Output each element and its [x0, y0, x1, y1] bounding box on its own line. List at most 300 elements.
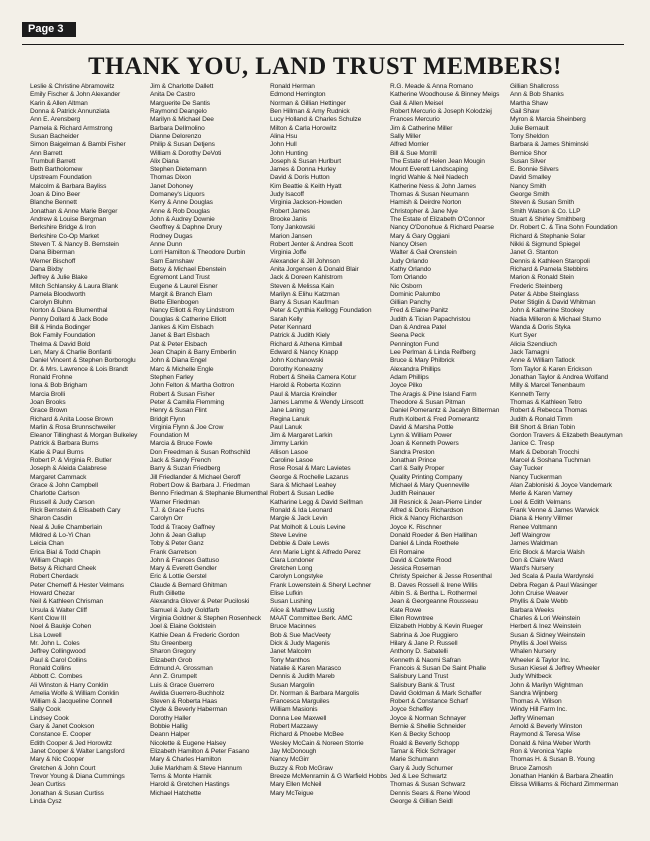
- member-name: Ingrid Wahle & Neil Nadech: [390, 174, 469, 182]
- member-name: Margit & Branch Elam: [150, 290, 213, 298]
- member-name: Iona & Bob Brigham: [30, 382, 88, 390]
- member-name: Nancy McGirr: [270, 756, 310, 764]
- member-name: Lindsey Cook: [30, 714, 69, 722]
- member-name: Ronald Frohne: [30, 373, 73, 381]
- member-name: E. Bonnie Silvers: [510, 166, 559, 174]
- member-name: Rick Bernstein & Elisabeth Cary: [30, 506, 121, 514]
- member-name: Abbott C. Combes: [30, 673, 83, 681]
- member-name: David & Doris Hutton: [270, 174, 330, 182]
- member-column-1: [30, 83, 150, 833]
- member-name: Trevor Young & Diana Cummings: [30, 772, 125, 780]
- member-name: John & Audrey Downie: [150, 216, 215, 223]
- member-name: Margaret Cammack: [30, 473, 87, 481]
- member-name: Eric Block & Marcia Walsh: [510, 548, 585, 556]
- member-name: Jim & Catherine Miller: [390, 124, 453, 132]
- member-name: Sara & Michael Leahey: [270, 482, 337, 489]
- member-name: William & Jacqueline Connell: [30, 698, 113, 706]
- member-name: Berkshire Bridge & Iron: [30, 224, 96, 232]
- member-name: Bernie & Shellie Schneider: [390, 723, 466, 731]
- member-name: Anne & Rob Douglas: [150, 207, 210, 215]
- member-column-3: [270, 83, 390, 833]
- member-name: Elissa Williams & Richard Zimmerman: [510, 781, 619, 789]
- member-name: Pennington Fund: [390, 340, 439, 348]
- member-name: Malcolm & Barbara Bayliss: [30, 182, 107, 190]
- member-name: John Cruise Weaver: [510, 590, 568, 598]
- member-name: Margie & Jack Levin: [270, 515, 328, 523]
- member-name: John & Katherine Stookey: [510, 307, 584, 315]
- member-name: Susan & Sidney Weinstein: [510, 631, 586, 639]
- member-name: Bruce Macinnes: [270, 623, 316, 631]
- member-name: Lynn & William Power: [390, 432, 452, 440]
- member-name: Albin S. & Bertha L. Rothermel: [390, 590, 477, 598]
- member-name: Ronald & Ida Leonard: [270, 506, 333, 514]
- member-name: Werner Bischoff: [30, 257, 76, 265]
- member-name: Kate Rowe: [390, 606, 422, 614]
- member-name: Mary & Everett Gendler: [150, 565, 217, 573]
- member-name: Bill & Hinda Bodinger: [30, 324, 91, 332]
- member-name: Andrew & Louise Bergman: [30, 216, 107, 223]
- member-name: Julie Markham & Steve Hannum: [150, 764, 242, 772]
- member-name: Buzzy & Rob McGraw: [270, 764, 333, 772]
- member-name: David & Marsha Pottle: [390, 423, 454, 431]
- member-name: Loel & Edith Velmans: [510, 498, 571, 506]
- member-name: Janice C. Tresp: [510, 440, 555, 448]
- member-name: Lee Perlman & Linda Reifberg: [390, 349, 476, 356]
- member-name: Eleanor Tillinghast & Morgan Bulkeley: [30, 432, 138, 440]
- member-name: Anthony D. Sabatelli: [390, 648, 448, 656]
- member-name: Thomas A. Wilson: [510, 698, 562, 706]
- member-name: Jay McDonough: [270, 748, 317, 755]
- member-name: Neal & Julie Chamberlain: [30, 523, 102, 531]
- member-name: Jonathan Hankin & Barbara Zheatlin: [510, 772, 613, 780]
- member-name: Robert Jenter & Andrea Scott: [270, 240, 353, 248]
- member-name: Mildred & Lo-Yi Chan: [30, 531, 91, 539]
- member-name: Ruth Kolbert & Fred Pomerantz: [390, 415, 480, 423]
- member-name: Kathy Orlando: [390, 265, 431, 273]
- member-name: Kurt Syer: [510, 332, 537, 340]
- member-name: Bruce Zamosh: [510, 764, 552, 772]
- member-name: Martha Shaw: [510, 99, 548, 107]
- member-name: Samuel & Judy Goldfarb: [150, 606, 220, 614]
- member-name: Gillian Panchy: [390, 299, 431, 307]
- member-name: Judy Whitbeck: [510, 673, 552, 681]
- member-name: Elise Lufkin: [270, 590, 303, 598]
- member-name: Debra Regan & Paul Wasinger: [510, 581, 598, 589]
- member-name: Dorothy Koneazny: [270, 365, 323, 373]
- member-name: Susan Kiesel & Jeffrey Wheeler: [510, 664, 600, 672]
- member-name: Nancy Tuckerman: [510, 473, 562, 481]
- member-name: Thomas & Susan Neumann: [390, 191, 469, 199]
- member-name: Bobbie Hallig: [150, 723, 188, 731]
- member-name: Lisa Lowell: [30, 631, 62, 639]
- member-name: Dana Biberman: [30, 249, 75, 257]
- member-name: Brooke Janis: [270, 216, 307, 223]
- member-name: Elizabeth Grob: [150, 656, 193, 664]
- member-name: Joyce K. Rischner: [390, 523, 442, 531]
- member-name: Nikki & Sigmund Spiegel: [510, 240, 580, 248]
- member-name: Mitch Schlansky & Laura Blank: [30, 282, 118, 290]
- member-name: Marie Schumann: [390, 756, 439, 764]
- member-name: Harold & Roberta Kozinn: [270, 382, 341, 390]
- member-name: Peter & Cynthia Kellogg Foundation: [270, 307, 372, 315]
- member-name: Don & Claire Ward: [510, 556, 564, 564]
- title-rule: [22, 44, 624, 45]
- member-name: George & Rochelle Lazarus: [270, 473, 349, 481]
- member-name: Mount Everett Landscaping: [390, 166, 468, 174]
- member-name: Dana Bixby: [30, 265, 63, 273]
- member-name: Kent Clow III: [30, 615, 67, 622]
- member-name: Edmund A. Grossman: [150, 664, 213, 672]
- member-name: Richard & Phoebe McBee: [270, 731, 344, 739]
- member-name: Awilda Guerrero-Buchholz: [150, 689, 225, 697]
- member-name: Judith Reinauer: [390, 490, 435, 498]
- member-name: Michael & Mary Quenneville: [390, 482, 470, 489]
- member-name: Mary & Charles Hamilton: [150, 756, 221, 764]
- member-name: Frank Lowenstein & Sheryl Lechner: [270, 581, 372, 589]
- member-name: Clyde & Beverly Haberman: [150, 706, 228, 714]
- member-name: James Lamme & Wendy Linscott: [270, 398, 364, 406]
- member-name: Daniel & Linda Roethele: [390, 540, 459, 548]
- member-name: Ali Winston & Harry Conklin: [30, 681, 109, 689]
- member-name: Virginia Flynn & Joe Crow: [150, 423, 224, 431]
- member-name: Joan Brooks: [30, 398, 66, 406]
- member-name: David & Colette Rood: [390, 556, 452, 564]
- member-name: Mary & Gary Oggiani: [390, 232, 450, 240]
- member-name: Katie & Paul Burns: [30, 448, 84, 456]
- member-name: Robert & Rebecca Thomas: [510, 407, 588, 415]
- member-name: Marlin & Rosa Brunnschweiler: [30, 423, 116, 431]
- member-name: Alan Zabloniski & Joyce Vandemark: [510, 482, 612, 489]
- member-name: Bridgit Flynn: [150, 415, 186, 423]
- member-name: Grace & John Campbell: [30, 482, 98, 489]
- member-name: Dennis & Kathleen Staropoli: [510, 257, 590, 265]
- member-name: Walter & Gail Orenstein: [390, 249, 457, 257]
- member-name: Sandra Preston: [390, 448, 435, 456]
- member-name: Regina Lanuk: [270, 415, 310, 423]
- member-name: Stu Greenberg: [150, 639, 192, 647]
- member-name: Barbara DeIlmolino: [150, 124, 205, 132]
- member-name: Jed & Lee Schwartz: [390, 772, 447, 780]
- member-name: Simon Baigelman & Bambi Fisher: [30, 141, 126, 149]
- member-name: Anne & William Tatlock: [510, 357, 575, 365]
- member-name: Gail & Allen Meisel: [390, 99, 444, 107]
- member-name: Jack Tamagni: [510, 349, 549, 356]
- member-name: Tom Orlando: [390, 274, 427, 282]
- member-name: Thomas Dixon: [150, 174, 192, 182]
- member-name: Peter & Camilla Flemming: [150, 398, 225, 406]
- member-name: Steven T. & Nancy B. Bernstein: [30, 240, 119, 248]
- member-name: Donald & Nina Weber Worth: [510, 739, 591, 747]
- member-name: Natalie & Karen Marasco: [270, 664, 341, 672]
- member-name: Wanda & Doris Styka: [510, 324, 571, 332]
- member-name: Charlotte Carlson: [30, 490, 80, 498]
- member-name: Mr. John L. Coles: [30, 639, 80, 647]
- member-list: [30, 83, 630, 833]
- member-name: Janet Cooper & Walter Langsford: [30, 748, 125, 755]
- member-name: Mary Ellen McNeil: [270, 781, 322, 789]
- member-name: Joan & Kenneth Powers: [390, 440, 459, 448]
- member-name: Richard & Anita Loose Brown: [30, 415, 114, 423]
- member-name: Bill & Sue Morrill: [390, 149, 437, 157]
- member-name: Dick & Judy Magenis: [270, 639, 330, 647]
- member-name: Trumbull Barrett: [30, 157, 76, 165]
- member-name: Blanche Bennett: [30, 199, 77, 207]
- member-name: Sabrina & Joe Ruggiero: [390, 631, 458, 639]
- member-name: George & Gillian Seidl: [390, 797, 453, 805]
- member-name: Jed Scala & Paula Wardynski: [510, 573, 594, 581]
- member-name: Nancy O'Donohue & Richard Pearse: [390, 224, 494, 232]
- member-name: Renee Voltmann: [510, 523, 558, 531]
- member-name: Lorri Hamilton & Theodore Durbin: [150, 249, 246, 257]
- member-name: William Chapin: [30, 556, 73, 564]
- member-name: Henry & Susan Flint: [150, 407, 207, 415]
- member-name: Kenneth & Naomi Safran: [390, 656, 461, 664]
- member-name: Pamela Bloodworth: [30, 290, 86, 298]
- member-name: Alina Hsu: [270, 132, 298, 140]
- member-name: Jeffrey Collingwood: [30, 648, 86, 656]
- member-name: Frank Venne & James Warwick: [510, 506, 599, 514]
- member-name: Robert Mazzawy: [270, 723, 318, 731]
- member-name: Barbara Weeks: [510, 606, 555, 614]
- member-name: Patrick & Barbara Burns: [30, 440, 99, 448]
- member-name: Eugene & Laurel Eisner: [150, 282, 218, 290]
- member-name: Howard Chezar: [30, 590, 75, 598]
- member-name: Dr. Norman & Barbara Margolis: [270, 689, 360, 697]
- member-name: Kenneth Terry: [510, 390, 550, 398]
- member-name: James Waldman: [510, 540, 558, 548]
- member-name: Gary & Judy Schurner: [390, 764, 453, 772]
- member-name: Jimmy Larkin: [270, 440, 308, 448]
- member-name: Merle & Karen Varney: [510, 490, 573, 498]
- member-name: Anita De Castro: [150, 91, 196, 99]
- member-name: Gay Tucker: [510, 465, 543, 473]
- member-name: Warner Friedman: [150, 498, 200, 506]
- member-name: Jeff Waingrow: [510, 531, 551, 539]
- member-name: Hilary & Jane P. Russell: [390, 639, 458, 647]
- member-name: Robert & Sheila Camera Kotur: [270, 373, 357, 381]
- member-name: Gordon Travers & Elizabeth Beautyman: [510, 432, 623, 440]
- member-name: Susan Bacheider: [30, 132, 79, 140]
- member-name: Patrick & Judith Kiely: [270, 332, 330, 340]
- member-name: Frank Garretson: [150, 548, 197, 556]
- member-name: Peter Stiglin & David Whitman: [510, 299, 596, 307]
- member-name: Robert Dow & Barbara J. Friedman: [150, 482, 250, 489]
- member-name: Russell & Judy Carson: [30, 498, 95, 506]
- member-name: Donna Lee Maxwell: [270, 714, 327, 722]
- member-name: Gillian Shallcross: [510, 83, 559, 90]
- member-name: John Felton & Martha Gottron: [150, 382, 235, 390]
- member-name: Nicolette & Eugene Halsey: [150, 739, 226, 747]
- member-name: Upstream Foundation: [30, 174, 92, 182]
- member-name: Steven & Melissa Kain: [270, 282, 334, 290]
- member-name: Richard & Pamela Stebbins: [510, 265, 589, 273]
- member-name: Mary McTeigue: [270, 789, 314, 797]
- member-name: Penny Dollard & Jack Bode: [30, 315, 108, 323]
- member-name: Alicia Szendiuch: [510, 340, 557, 348]
- member-name: Marcia Brolli: [30, 390, 65, 398]
- member-name: Nancy Smith: [510, 182, 547, 190]
- member-name: Ken & Becky Schoop: [390, 731, 451, 739]
- member-name: Judy Isacoff: [270, 191, 304, 199]
- member-name: Jean Chapin & Barry Emberlin: [150, 349, 236, 356]
- member-name: Bette Ellenbogen: [150, 299, 199, 307]
- member-name: Myron & Marcia Sheinberg: [510, 116, 586, 124]
- member-name: T.J. & Grace Fuchs: [150, 506, 205, 514]
- member-name: Egremont Land Trust: [150, 274, 210, 282]
- member-name: Janet G. Stanton: [510, 249, 558, 257]
- member-name: Jankes & Kim Elsbach: [150, 324, 214, 332]
- member-name: Sarah Kelly: [270, 315, 303, 323]
- page-label: Page 3: [22, 22, 76, 37]
- member-name: Sally Miller: [390, 132, 421, 140]
- member-name: Seena Peck: [390, 332, 425, 340]
- member-name: Leicia Chan: [30, 540, 64, 548]
- member-name: Joyce Pilko: [390, 382, 423, 390]
- member-name: Berkshire Co-Op Market: [30, 232, 99, 240]
- member-name: Jack & Sandy French: [150, 457, 211, 465]
- member-name: Judith & Tician Papachristou: [390, 315, 471, 323]
- member-name: Julie Bernault: [510, 124, 549, 132]
- member-column-2: [150, 83, 270, 833]
- member-name: Rose Rosal & Marc Lavietes: [270, 465, 351, 473]
- member-name: Raymond Deangelo: [150, 107, 207, 115]
- member-name: Raymond & Teresa Wise: [510, 731, 581, 739]
- member-name: Francesca Marguiles: [270, 698, 330, 706]
- member-name: Ursula & Walter Cliff: [30, 606, 87, 614]
- member-name: Ronald Herman: [270, 83, 315, 90]
- member-name: Debbie & Dale Lewis: [270, 540, 330, 548]
- member-column-4: [390, 83, 510, 833]
- member-name: George Smith: [510, 191, 550, 199]
- member-name: Nancy Elliott & Roy Lindstrom: [150, 307, 235, 315]
- member-name: The Aragis & Pine Island Farm: [390, 390, 477, 398]
- member-name: Ann Barrett: [30, 149, 63, 157]
- member-name: Ann & Bob Shanks: [510, 91, 564, 99]
- member-name: Elizabeth Hamilton & Peter Fasano: [150, 748, 250, 755]
- member-name: Jeffry Wineman: [510, 714, 555, 722]
- member-name: Mary & Nic Cooper: [30, 756, 84, 764]
- member-name: Marilyn & Michael Dee: [150, 116, 214, 124]
- member-name: Eric & Lottie Gerstel: [150, 573, 207, 581]
- member-name: Tony Jankowski: [270, 224, 315, 232]
- member-name: Milly & Marcel Tenenbaum: [510, 382, 585, 390]
- member-name: Sharon Gregory: [150, 648, 196, 656]
- member-name: Carl & Sally Proper: [390, 465, 445, 473]
- member-name: Alexandra Glover & Peter Puciloski: [150, 598, 250, 606]
- member-name: Beth Bartholomew: [30, 166, 83, 174]
- member-name: Frederic Steinberg: [510, 282, 563, 290]
- member-name: Daniel Vincent & Stephen Borboroglu: [30, 357, 136, 365]
- member-name: Tony Sheldon: [510, 132, 549, 140]
- member-name: Neil & Kathleen Chrisman: [30, 598, 104, 606]
- member-name: James & Donna Hurley: [270, 166, 336, 174]
- member-name: Eli Romaine: [390, 548, 425, 556]
- member-name: Pat Molholt & Louis Levine: [270, 523, 346, 531]
- member-name: Salisbury Bank & Trust: [390, 681, 455, 689]
- member-name: Smith Watson & Co. LLP: [510, 207, 581, 215]
- member-name: Judy Orlando: [390, 257, 429, 265]
- page-title: THANK YOU, LAND TRUST MEMBERS!: [88, 53, 562, 80]
- member-name: Francois & Susan De Saint Phalle: [390, 664, 487, 672]
- member-name: Thomas & Kathleen Tetro: [510, 398, 582, 406]
- member-name: Milton & Carla Horowitz: [270, 124, 337, 132]
- member-name: Ron & Veronica Yaple: [510, 748, 572, 755]
- member-name: Whalen Nursery: [510, 648, 556, 656]
- member-name: Daniel Pomerantz & Jacalyn Bitterman: [390, 407, 500, 415]
- member-name: Erica Bial & Todd Chapin: [30, 548, 101, 556]
- member-name: Edith Cooper & Jed Horowitz: [30, 739, 112, 747]
- member-name: Bob & Sue MacVeety: [270, 631, 331, 639]
- member-name: MAAT Committee Berk. AMC: [270, 615, 353, 622]
- member-name: Barbara & James Shiminski: [510, 141, 589, 149]
- member-name: Jonathan Taylor & Andrea Wolfand: [510, 373, 609, 381]
- member-name: Pat & Peter Elsbach: [150, 340, 208, 348]
- member-name: Peter Kennard: [270, 324, 312, 332]
- member-name: Breeze McMenramin & G Warfield Hobbs: [270, 772, 388, 780]
- member-name: Alfred Morrier: [390, 141, 429, 149]
- member-name: Jim & Charlotte Dallett: [150, 83, 214, 90]
- member-name: Philip & Susan Detjens: [150, 141, 215, 149]
- member-name: Marion & Ronald Stein: [510, 274, 574, 282]
- member-name: Pamela & Richard Armstrong: [30, 124, 113, 132]
- member-name: Windy Hill Farm Inc.: [510, 706, 567, 714]
- member-name: Susan Lushing: [270, 598, 313, 606]
- member-name: David Goldman & Mark Schaffer: [390, 689, 482, 697]
- member-name: Nic Osborn: [390, 282, 422, 290]
- member-name: Donald Roeder & Ben Hallihan: [390, 531, 478, 539]
- member-name: John Hunting: [270, 149, 308, 157]
- member-name: Jonathan Prince: [390, 457, 437, 465]
- member-name: Hamish & Deirdre Norton: [390, 199, 462, 207]
- member-name: Jeffrey & Julie Blake: [30, 274, 88, 282]
- member-name: Noel & Baukje Cohen: [30, 623, 92, 631]
- member-name: Janet Malcolm: [270, 648, 312, 656]
- member-name: Quality Printing Company: [390, 473, 463, 481]
- member-name: Robert & Susan Fisher: [150, 390, 215, 398]
- member-name: Judith & Ronald Timm: [510, 415, 573, 423]
- member-name: Susan Margolin: [270, 681, 315, 689]
- member-name: Barry & Susan Kaufman: [270, 299, 339, 307]
- member-name: Peter Chemeff & Hester Velmans: [30, 581, 124, 589]
- member-name: John Hull: [270, 141, 297, 149]
- member-name: Nadia Milleron & Michael Stumo: [510, 315, 601, 323]
- member-name: Kim Beattie & Keith Hyatt: [270, 182, 342, 190]
- member-name: Elizabeth Hobby & Kevin Rueger: [390, 623, 484, 631]
- member-name: Dennis Sears & Rene Wood: [390, 789, 470, 797]
- member-name: Ward's Nursery: [510, 565, 554, 573]
- member-name: Bok Family Foundation: [30, 332, 96, 340]
- member-name: Joyce Scheffey: [390, 706, 434, 714]
- member-name: B. Daves Rossell & Irene Willis: [390, 581, 478, 589]
- member-name: John Kochanowski: [270, 357, 324, 365]
- member-name: Dennis & Judith Mareb: [270, 673, 335, 681]
- member-name: Joel & Elaine Goldstein: [150, 623, 216, 631]
- member-name: Edmond Herrington: [270, 91, 326, 99]
- member-column-5: [510, 83, 630, 833]
- member-name: Jane Laning: [270, 407, 305, 415]
- member-name: Alexandra Phillips: [390, 365, 441, 373]
- member-name: Adam Phillips: [390, 373, 429, 381]
- member-name: Robert Mercurio & Joseph Kolodziej: [390, 107, 492, 115]
- member-name: Alexander & Jill Johnson: [270, 257, 340, 265]
- member-name: Robert P. & Virginia R. Butler: [30, 457, 112, 465]
- member-name: Linda Cysz: [30, 797, 62, 805]
- member-name: Joseph & Susan Hurlburt: [270, 157, 342, 165]
- member-name: Marion Jansen: [270, 232, 312, 240]
- member-name: Robert Cherdack: [30, 573, 79, 581]
- member-name: Theodore & Susan Pitman: [390, 398, 466, 406]
- member-name: Salisbury Land Trust: [390, 673, 449, 681]
